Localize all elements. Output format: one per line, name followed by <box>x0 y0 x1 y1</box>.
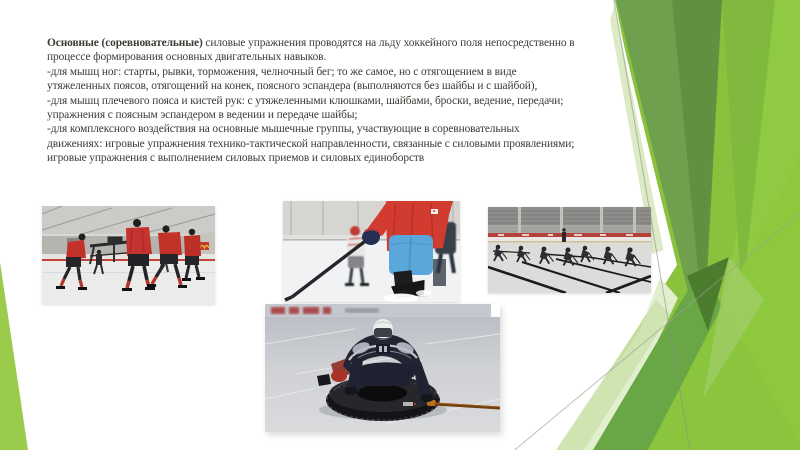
photo-team-drill-image <box>42 206 215 304</box>
text-line: утяжеленных поясов, отягощений на конек, поясного эспандера (выполняются без шайбы и с шайбой), <box>47 80 538 93</box>
photo-resistance-training-image <box>488 207 651 293</box>
photo-team-drill <box>42 206 215 304</box>
bold-lead-text: Основные (соревновательные) <box>47 37 203 49</box>
body-text-block <box>47 36 617 166</box>
text-line: игровые упражнения с выполнением силовых приемов и силовых единоборств <box>47 152 425 165</box>
text-line: -для комплексного воздействия на основные мышечные группы, участвующие в соревновательных <box>47 123 520 136</box>
text-line <box>47 36 617 50</box>
photo-tire-drag-image <box>265 304 500 432</box>
text-line: упражнения с поясным эспандером в ведении и передаче шайбы; <box>47 109 358 122</box>
photo-stick-closeup-image <box>283 201 460 302</box>
photo-resistance-training <box>488 207 651 293</box>
text-line: -для мышц плечевого пояса и кистей рук: с утяжеленными клюшками, шайбами, броски, ведение, передачи; <box>47 94 564 107</box>
photo-corner-notch <box>491 304 500 317</box>
green-corner-accent <box>0 262 28 450</box>
text-line: -для мышц ног: старты, рывки, торможения, челночный бег; то же самое, но с отягощением в виде <box>47 65 517 78</box>
text-line: процессе формирования основных двигательных навыков. <box>47 51 327 64</box>
arena-stands <box>488 207 651 243</box>
board-reflection-band <box>265 304 500 317</box>
photo-tire-drag <box>265 304 500 432</box>
text-line-rest: силовые упражнения проводятся на льду хоккейного поля непосредственно в <box>202 37 575 49</box>
text-line: движениях: игровые упражнения технико-тактической направленности, связанные с силовыми проявлениями; <box>47 137 575 150</box>
photo-stick-closeup <box>283 201 460 302</box>
